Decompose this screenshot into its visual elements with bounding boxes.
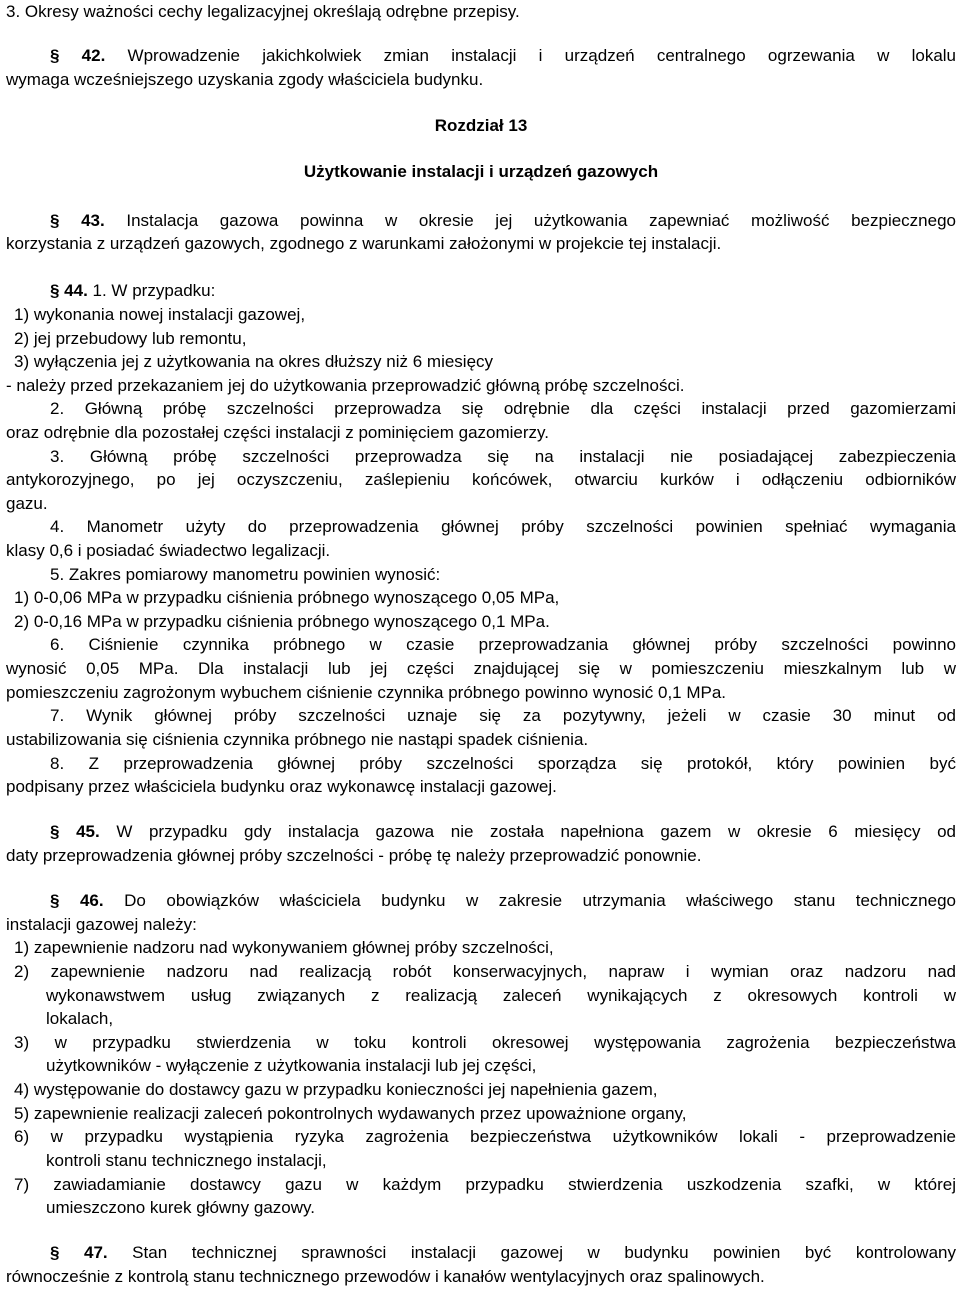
list-item-continuation: kontroli stanu technicznego instalacji, [46, 1150, 327, 1170]
section-47-line: § 47. Stan technicznej sprawności instalacji gazowej w budynku powinien być kontrolowany [50, 1243, 956, 1263]
paragraph-line: 6. Ciśnienie czynnika próbnego w czasie przeprowadzania głównej próby szczelności powinno [50, 635, 956, 655]
list-item: 3) w przypadku stwierdzenia w toku kontroli okresowej występowania zagrożenia bezpieczeństwa [14, 1032, 956, 1052]
paragraph-line: daty przeprowadzenia głównej próby szczelności - próbę tę należy przeprowadzić ponownie. [6, 845, 702, 865]
paragraph-line: równocześnie z kontrolą stanu technicznego przewodów i kanałów wentylacyjnych oraz spalinowych. [6, 1267, 765, 1286]
paragraph-line: pomieszczeniu zagrożonym wybuchem ciśnienie czynnika próbnego powinno wynosić 0,1 MPa. [6, 682, 727, 702]
list-item: 5) zapewnienie realizacji zaleceń pokontrolnych wydawanych przez upoważnione organy, [14, 1103, 687, 1123]
chapter-number: Rozdział 13 [434, 116, 528, 136]
paragraph-line: korzystania z urządzeń gazowych, zgodnego z warunkami założonymi w projekcie tej instalacji. [6, 234, 722, 254]
paragraph-line: podpisany przez właściciela budynku oraz wykonawcę instalacji gazowej. [6, 777, 557, 797]
list-item: 1) 0-0,06 MPa w przypadku ciśnienia próbnego wynoszącego 0,05 MPa, [14, 588, 560, 608]
paragraph-line: 7. Wynik głównej próby szczelności uznaje się za pozytywny, jeżeli w czasie 30 minut od [50, 706, 956, 726]
list-item-continuation: lokalach, [46, 1009, 114, 1029]
list-item: 7) zawiadamianie dostawcy gazu w każdym przypadku stwierdzenia uszkodzenia szafki, w której [14, 1174, 956, 1194]
list-item-continuation: umieszczono kurek główny gazowy. [46, 1198, 315, 1218]
paragraph-line: instalacji gazowej należy: [6, 914, 197, 934]
paragraph-line: ustabilizowania się ciśnienia czynnika próbnego nie nastąpi spadek ciśnienia. [6, 729, 589, 749]
paragraph-line: wymaga wcześniejszego uzyskania zgody właściciela budynku. [6, 69, 484, 89]
section-44-line: § 44. 1. W przypadku: [50, 281, 216, 301]
paragraph-line: klasy 0,6 i posiadać świadectwo legalizacji. [6, 541, 331, 561]
paragraph-line: - należy przed przekazaniem jej do użytkowania przeprowadzić główną próbę szczelności. [6, 375, 685, 395]
paragraph-line: 3. Okresy ważności cechy legalizacyjnej określają odrębne przepisy. [6, 2, 520, 21]
paragraph-line: 2. Główną próbę szczelności przeprowadza się odrębnie dla części instalacji przed gazomierzami [50, 399, 956, 419]
section-46-line: § 46. Do obowiązków właściciela budynku w zakresie utrzymania właściwego stanu technicznego [50, 891, 956, 911]
section-45-line: § 45. W przypadku gdy instalacja gazowa nie została napełniona gazem w okresie 6 miesięcy od [50, 822, 956, 842]
list-item: 2) zapewnienie nadzoru nad realizacją robót konserwacyjnych, napraw i wymian oraz nadzoru nad [14, 962, 956, 982]
paragraph-line: 3. Główną próbę szczelności przeprowadza się na instalacji nie posiadającej zabezpieczenia [50, 446, 956, 466]
list-item: 1) wykonania nowej instalacji gazowej, [14, 304, 306, 324]
list-item: 2) jej przebudowy lub remontu, [14, 328, 247, 348]
list-item: 6) w przypadku wystąpienia ryzyka zagrożenia bezpieczeństwa użytkowników lokali - przeprowadzenie [14, 1127, 956, 1147]
list-item-continuation: wykonawstwem usług związanych z realizacją zaleceń wynikających z okresowych kontroli w [46, 985, 956, 1005]
list-item: 1) zapewnienie nadzoru nad wykonywaniem głównej próby szczelności, [14, 938, 554, 958]
paragraph-line: 4. Manometr użyty do przeprowadzenia głównej próby szczelności powinien spełniać wymagania [50, 517, 956, 537]
paragraph-line: wynosić 0,05 MPa. Dla instalacji lub jej części znajdującej się w pomieszczeniu mieszkalnym lub w [6, 659, 956, 679]
section-42-line: § 42. Wprowadzenie jakichkolwiek zmian instalacji i urządzeń centralnego ogrzewania w lokalu [50, 46, 957, 66]
list-item: 2) 0-0,16 MPa w przypadku ciśnienia próbnego wynoszącego 0,1 MPa. [14, 611, 550, 631]
list-item-continuation: użytkowników - wyłączenie z użytkowania instalacji lub jej części, [46, 1056, 537, 1076]
paragraph-line: gazu. [6, 493, 48, 513]
paragraph-line: 8. Z przeprowadzenia głównej próby szczelności sporządza się protokół, który powinien być [50, 753, 956, 773]
chapter-title: Użytkowanie instalacji i urządzeń gazowych [303, 162, 659, 182]
paragraph-line: oraz odrębnie dla pozostałej części instalacji z pominięciem gazomierzy. [6, 423, 549, 442]
section-43-line: § 43. Instalacja gazowa powinna w okresie jej użytkowania zapewniać możliwość bezpiecznego [50, 210, 957, 230]
list-item: 4) występowanie do dostawcy gazu w przypadku konieczności jej napełnienia gazem, [14, 1080, 658, 1100]
paragraph-line: 5. Zakres pomiarowy manometru powinien wynosić: [50, 564, 441, 584]
paragraph-line: antykorozyjnego, po jej oczyszczeniu, zaślepieniu końcówek, otwarciu kurków i odłączeniu odbiorników [6, 470, 956, 490]
list-item: 3) wyłączenia jej z użytkowania na okres dłuższy niż 6 miesięcy [14, 352, 494, 372]
